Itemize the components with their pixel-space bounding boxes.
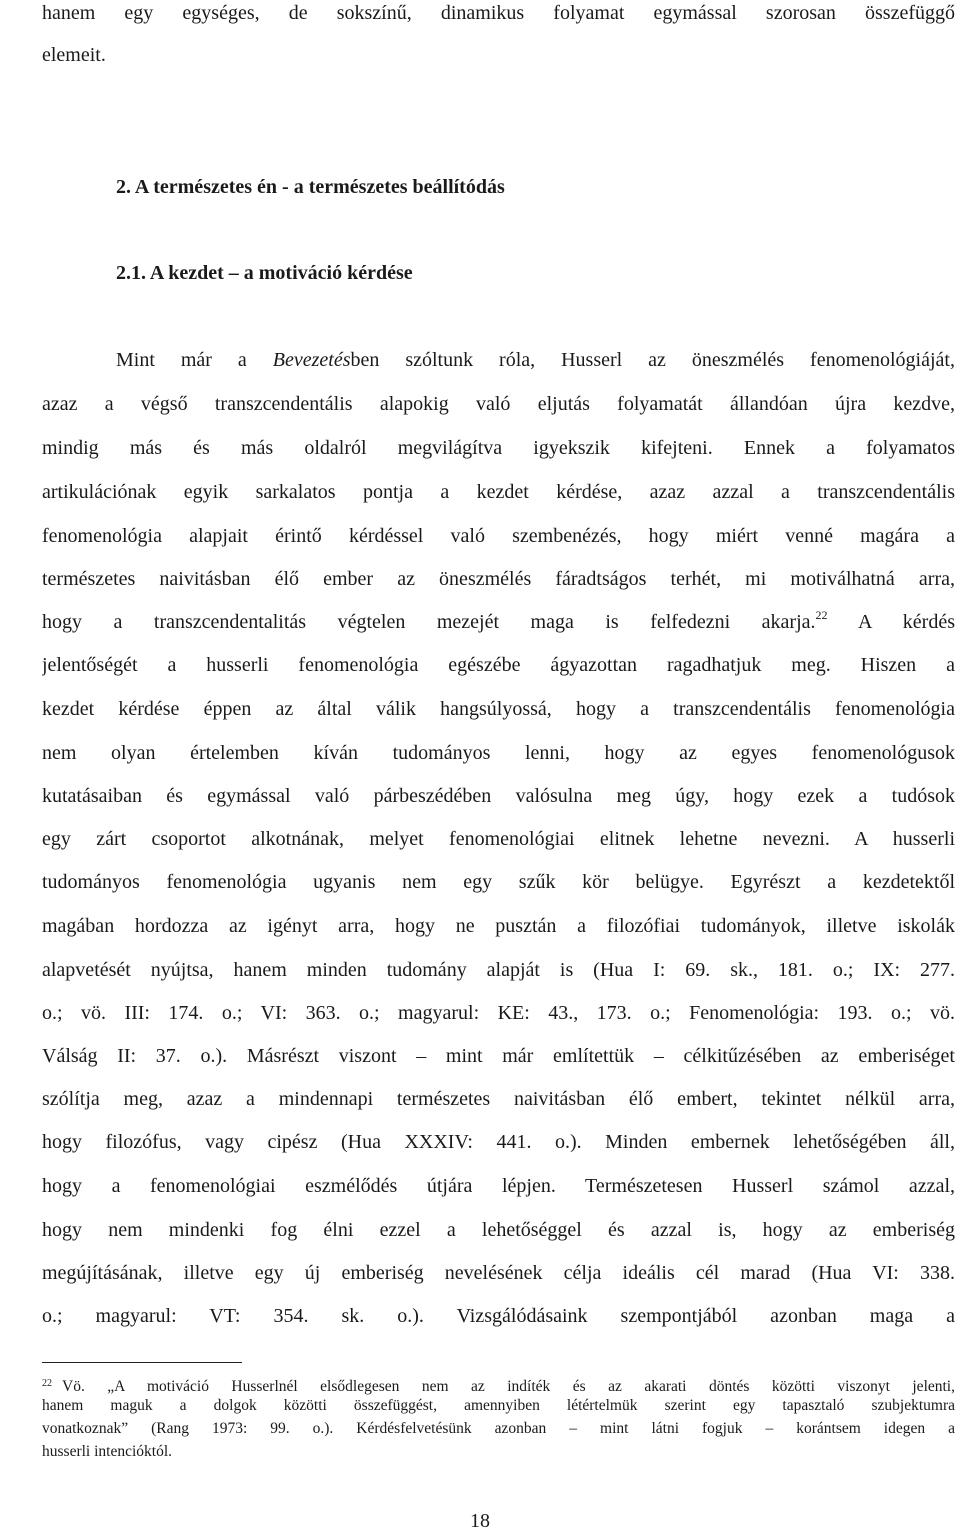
body-line: o.; vö. III: 174. o.; VI: 363. o.; magyarul: KE: 43., 173. o.; Fenomenológia: 193. o.; vö. — [42, 1002, 955, 1024]
body-text: hogy a transzcendentalitás végtelen mezejét maga is felfedezni akarja. — [42, 611, 816, 633]
body-line: hogy filozófus, vagy cipész (Hua XXXIV: 441. o.). Minden embernek lehetőségében áll, — [42, 1131, 955, 1153]
body-line: elemeit. — [42, 44, 106, 66]
footnote-line: husserli intencióktól. — [42, 1443, 173, 1460]
body-line: természetes naivitásban élő ember az öneszmélés fáradtságos terhét, mi motiválhatná arra, — [42, 568, 955, 590]
footnote-separator — [42, 1362, 242, 1363]
body-line: o.; magyarul: VT: 354. sk. o.). Vizsgálódásaink szempontjából azonban maga a — [42, 1305, 955, 1327]
body-line: azaz a végső transzcendentális alapokig való eljutás folyamatát állandóan újra kezdve, — [42, 393, 955, 415]
body-line: mindig más és más oldalról megvilágítva igyekszik kifejteni. Ennek a folyamatos — [42, 437, 955, 459]
body-line: jelentőségét a husserli fenomenológia egészébe ágyazottan ragadhatjuk meg. Hiszen a — [42, 654, 955, 676]
subsection-heading: 2.1. A kezdet – a motiváció kérdése — [116, 262, 413, 284]
body-line: artikulációnak egyik sarkalatos pontja a kezdet kérdése, azaz azzal a transzcendentális — [42, 481, 955, 503]
body-line-with-footnote-ref — [42, 607, 955, 637]
body-line: egy zárt csoportot alkotnának, melyet fenomenológiai elitnek lehetne nevezni. A husserli — [42, 828, 955, 850]
body-line: hogy nem mindenki fog élni ezzel a lehetőséggel és azzal is, hogy az emberiség — [42, 1219, 955, 1241]
body-line: kezdet kérdése éppen az által válik hangsúlyossá, hogy a transzcendentális fenomenológia — [42, 698, 955, 720]
body-line: hanem egy egységes, de sokszínű, dinamikus folyamat egymással szorosan összefüggő — [42, 2, 955, 24]
footnote-line — [42, 1373, 955, 1395]
body-text: Mint már a — [116, 349, 273, 371]
body-line: megújításának, illetve egy új emberiség nevelésének célja ideális cél marad (Hua VI: 338. — [42, 1262, 955, 1284]
footnote-mark: 22 — [42, 1378, 52, 1389]
body-line: hogy a fenomenológiai eszmélődés útjára lépjen. Természetesen Husserl számol azzal, — [42, 1175, 955, 1197]
body-text: ben szóltunk róla, Husserl az öneszmélés fenomenológiáját, — [350, 349, 955, 371]
body-line: szólítja meg, azaz a mindennapi természetes naivitásban élő embert, tekintet nélkül arra, — [42, 1088, 955, 1110]
section-heading: 2. A természetes én - a természetes beállítódás — [116, 176, 505, 198]
page-number: 18 — [470, 1510, 490, 1532]
body-line: Válság II: 37. o.). Másrészt viszont – mint már említettük – célkitűzésében az emberiséget — [42, 1045, 955, 1067]
footnote-text: Vö. „A motiváció Husserlnél elsődlegesen nem az indíték és az akarati döntés közötti viszonyt jelenti, — [62, 1378, 955, 1395]
body-line: nem olyan értelemben kíván tudományos lenni, hogy az egyes fenomenológusok — [42, 742, 955, 764]
paragraph-first-line — [116, 345, 955, 375]
body-line: kutatásaiban és egymással való párbeszédében valósulna meg úgy, hogy ezek a tudósok — [42, 785, 955, 807]
footnote-line: vonatkoznak” (Rang 1973: 99. o.). Kérdésfelvetésünk azonban – mint látni fogjuk – korántsem idegen a — [42, 1420, 955, 1437]
emphasis-text: Bevezetés — [272, 349, 351, 371]
body-line: alapvetését nyújtsa, hanem minden tudomány alapját is (Hua I: 69. sk., 181. o.; IX: 277. — [42, 959, 955, 981]
body-line: magában hordozza az igényt arra, hogy ne pusztán a filozófiai tudományok, illetve iskolák — [42, 915, 955, 937]
body-line: tudományos fenomenológia ugyanis nem egy szűk kör belügye. Egyrészt a kezdetektől — [42, 871, 955, 893]
body-line: fenomenológia alapjait érintő kérdéssel való szembenézés, hogy miért venné magára a — [42, 525, 955, 547]
footnote-reference[interactable]: 22 — [815, 608, 828, 622]
body-text: A kérdés — [827, 611, 955, 633]
footnote-line: hanem maguk a dolgok közötti összefüggést, amennyiben létértelmük szerint egy tapasztaló szubjektumra — [42, 1397, 955, 1414]
